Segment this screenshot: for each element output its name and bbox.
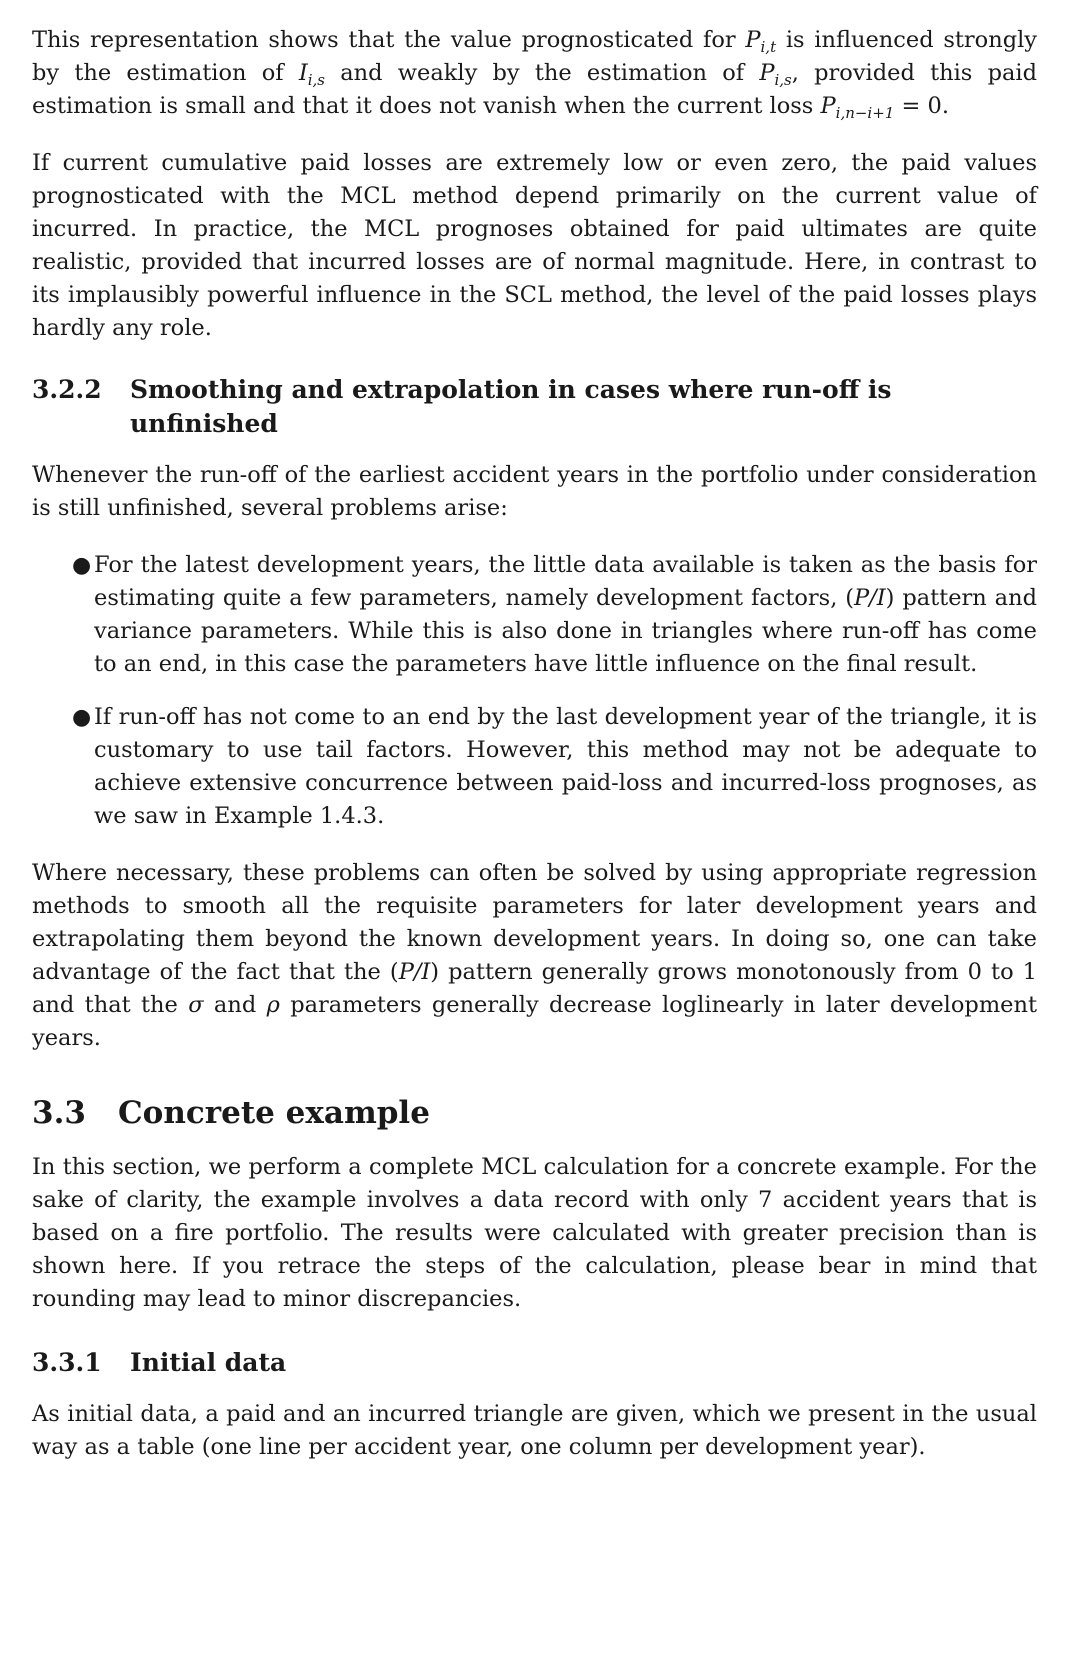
section-heading-3-2-2: 3.2.2 Smoothing and extrapolation in cases where run-off is unfinished (32, 375, 892, 438)
problems-list (32, 549, 1037, 833)
paragraph-concrete-example: In this section, we perform a complete MCL calculation for a concrete example. For the sake of clarity, the example involves a data record with only 7 accident years that is based on a fire portfolio. The results were calculated with greater precision than is shown here. If you retrace the steps of the calculation, please bear in mind that rounding may lead to minor discrepancies. (32, 1154, 1037, 1312)
paragraph-runoff-problems: Whenever the run-off of the earliest accident years in the portfolio under consideration is still unfinished, several problems arise: (32, 462, 1037, 521)
section-heading-3-3-1: 3.3.1 Initial data (32, 1348, 287, 1377)
paragraph-representation: This representation shows that the value prognosticated for $P_{i,t}$ is influenced strongly by the estimation of $I_{i,s}$ and weakly by the estimation of $P_{i,s}$, provided this paid estimation is small and that it does not vanish when the current loss $P_{i,n-i+1} = 0$. (32, 27, 1038, 122)
bullet-icon: ● (72, 705, 92, 730)
page-content (32, 24, 1037, 1464)
bullet-icon: ● (72, 553, 92, 578)
math-P-it: $P_{i,t}$ (745, 27, 777, 56)
math-I-is: $I_{i,s}$ (298, 60, 325, 89)
paragraph-initial-data: As initial data, a paid and an incurred triangle are given, which we present in the usual way as a table (one line per accident year, one column per development year). (32, 1401, 1037, 1460)
list-item: ● If run-off has not come to an end by the last development year of the triangle, it is customary to use tail factors. However, this method may not be adequate to achieve extensive concurrence between paid-loss and incurred-loss prognoses, as we saw in Example 1.4.3. (32, 701, 1037, 833)
section-heading-3-3: 3.3 Concrete example (32, 1095, 430, 1131)
paragraph-paid-losses: If current cumulative paid losses are extremely low or even zero, the paid values prognosticated with the MCL method depend primarily on the current value of incurred. In practice, the MCL prognoses obtained for paid ultimates are quite realistic, provided that incurred losses are of normal magnitude. Here, in contrast to its implausibly powerful influence in the SCL method, the level of the paid losses plays hardly any role. (32, 150, 1037, 341)
paragraph-regression: Where necessary, these problems can often be solved by using appropriate regression methods to smooth all the requisite parameters for later development years and extrapolating them beyond the known development years. In doing so, one can take advantage of the fact that the (P/I) pattern generally grows monotonously from 0 to 1 and that the σ and ρ parameters generally decrease loglinearly in later development years. (32, 860, 1037, 1051)
list-item: ● For the latest development years, the little data available is taken as the basis for estimating quite a few parameters, namely development factors, (P/I) pattern and variance parameters. While this is also done in triangles where run-off has come to an end, in this case the parameters have little influence on the final result. (32, 549, 1037, 681)
math-P-in: $P_{i,n-i+1}$ (820, 93, 895, 122)
math-P-is: $P_{i,s}$ (759, 60, 792, 89)
